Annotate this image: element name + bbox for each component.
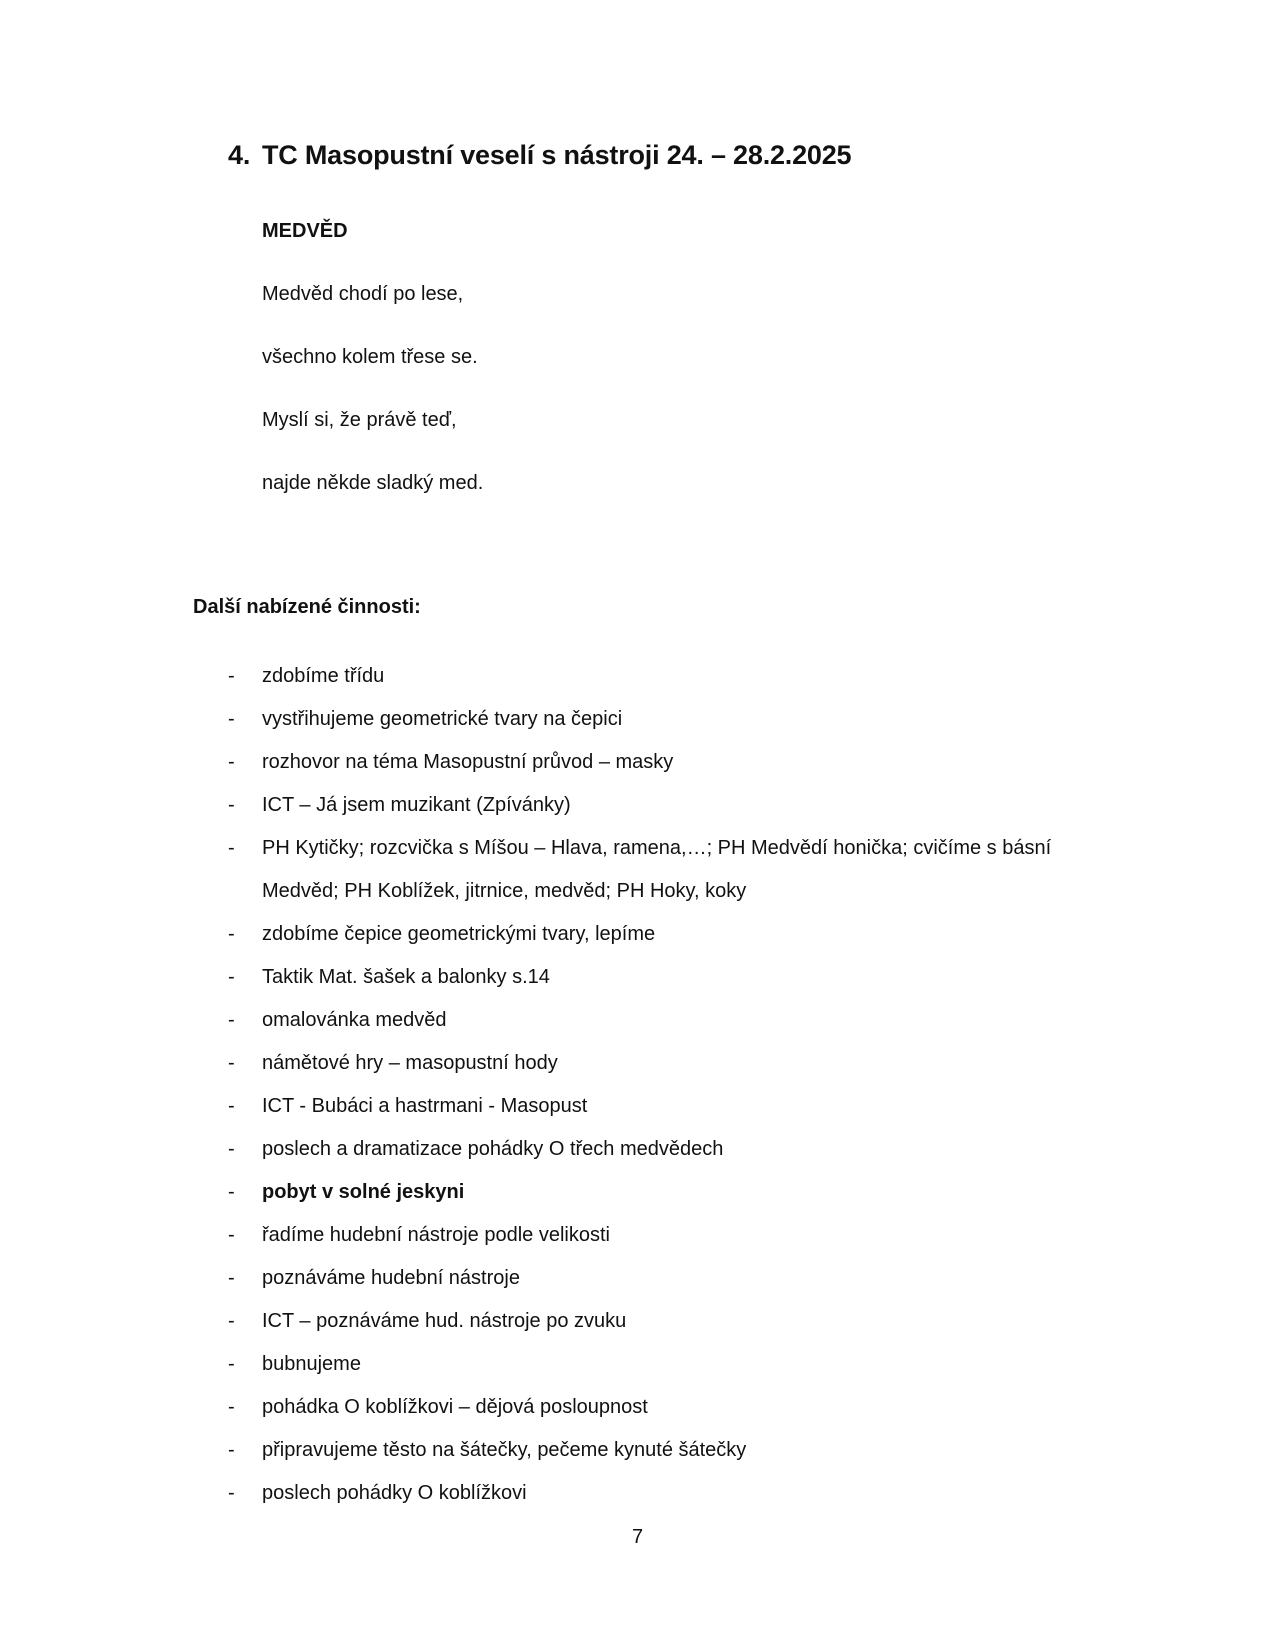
list-dash: - [228,837,235,859]
list-item-text: poslech a dramatizace pohádky O třech medvědech [262,1138,724,1160]
section-number: 4. [228,140,251,170]
list-dash: - [228,1482,235,1504]
list-item-text: ICT – Já jsem muzikant (Zpívánky) [262,794,571,816]
section-heading [228,140,851,171]
list-item-text: námětové hry – masopustní hody [262,1052,558,1074]
poem-line: najde někde sladký med. [262,472,484,494]
list-item [228,999,1068,1042]
list-dash: - [228,1138,235,1160]
list-item-text: Taktik Mat. šašek a balonky s.14 [262,966,550,988]
list-dash: - [228,1095,235,1117]
list-item-text: omalovánka medvěd [262,1009,447,1031]
list-item [228,956,1068,999]
list-dash: - [228,923,235,945]
list-item [228,1042,1068,1085]
list-item [228,1343,1068,1386]
poem [262,218,483,497]
list-item [228,913,1068,956]
list-item-text: pobyt v solné jeskyni [262,1181,465,1203]
list-item-text: PH Kytičky; rozcvička s Míšou – Hlava, ramena,…; PH Medvědí honička; cvičíme s básní Medvěd; PH Koblížek, jitrnice, medvěd; PH Hoky, koky [262,837,1052,902]
list-dash: - [228,708,235,730]
poem-line: Myslí si, že právě teď, [262,409,457,431]
list-dash: - [228,1310,235,1332]
list-item-text: poslech pohádky O koblížkovi [262,1482,527,1504]
list-item-text: ICT - Bubáci a hastrmani - Masopust [262,1095,588,1117]
list-item [228,1429,1068,1472]
poem-title: MEDVĚD [262,220,348,242]
list-dash: - [228,1052,235,1074]
list-dash: - [228,1009,235,1031]
list-item-text: vystřihujeme geometrické tvary na čepici [262,708,623,730]
list-item-text: poznáváme hudební nástroje [262,1267,520,1289]
page-number: 7 [631,1526,644,1548]
list-dash: - [228,794,235,816]
list-item [228,655,1068,698]
list-dash: - [228,1267,235,1289]
list-item-text: připravujeme těsto na šátečky, pečeme kynuté šátečky [262,1439,747,1461]
list-item-text: zdobíme čepice geometrickými tvary, lepíme [262,923,656,945]
list-dash: - [228,1353,235,1375]
activities-title: Další nabízené činnosti: [193,596,421,618]
list-item [228,1257,1068,1300]
list-item [228,784,1068,827]
list-dash: - [228,751,235,773]
list-dash: - [228,1439,235,1461]
list-item-text: ICT – poznáváme hud. nástroje po zvuku [262,1310,627,1332]
list-item [228,1171,1068,1214]
list-item [228,1300,1068,1343]
list-item [228,827,1068,913]
list-item [228,1472,1068,1515]
list-item-text: bubnujeme [262,1353,361,1375]
section-title: TC Masopustní veselí s nástroji 24. – 28.2.2025 [262,140,852,170]
list-item-text: řadíme hudební nástroje podle velikosti [262,1224,610,1246]
poem-line: Medvěd chodí po lese, [262,283,464,305]
list-item-text: rozhovor na téma Masopustní průvod – masky [262,751,674,773]
list-item [228,1386,1068,1429]
list-item [228,741,1068,784]
list-dash: - [228,966,235,988]
list-dash: - [228,1181,235,1203]
activities-list [228,655,1068,1515]
list-dash: - [228,1224,235,1246]
list-dash: - [228,1396,235,1418]
list-item [228,698,1068,741]
list-item [228,1085,1068,1128]
poem-line: všechno kolem třese se. [262,346,478,368]
list-item [228,1214,1068,1257]
list-item [228,1128,1068,1171]
list-item-text: zdobíme třídu [262,665,385,687]
list-item-text: pohádka O koblížkovi – dějová posloupnost [262,1396,648,1418]
list-dash: - [228,665,235,687]
